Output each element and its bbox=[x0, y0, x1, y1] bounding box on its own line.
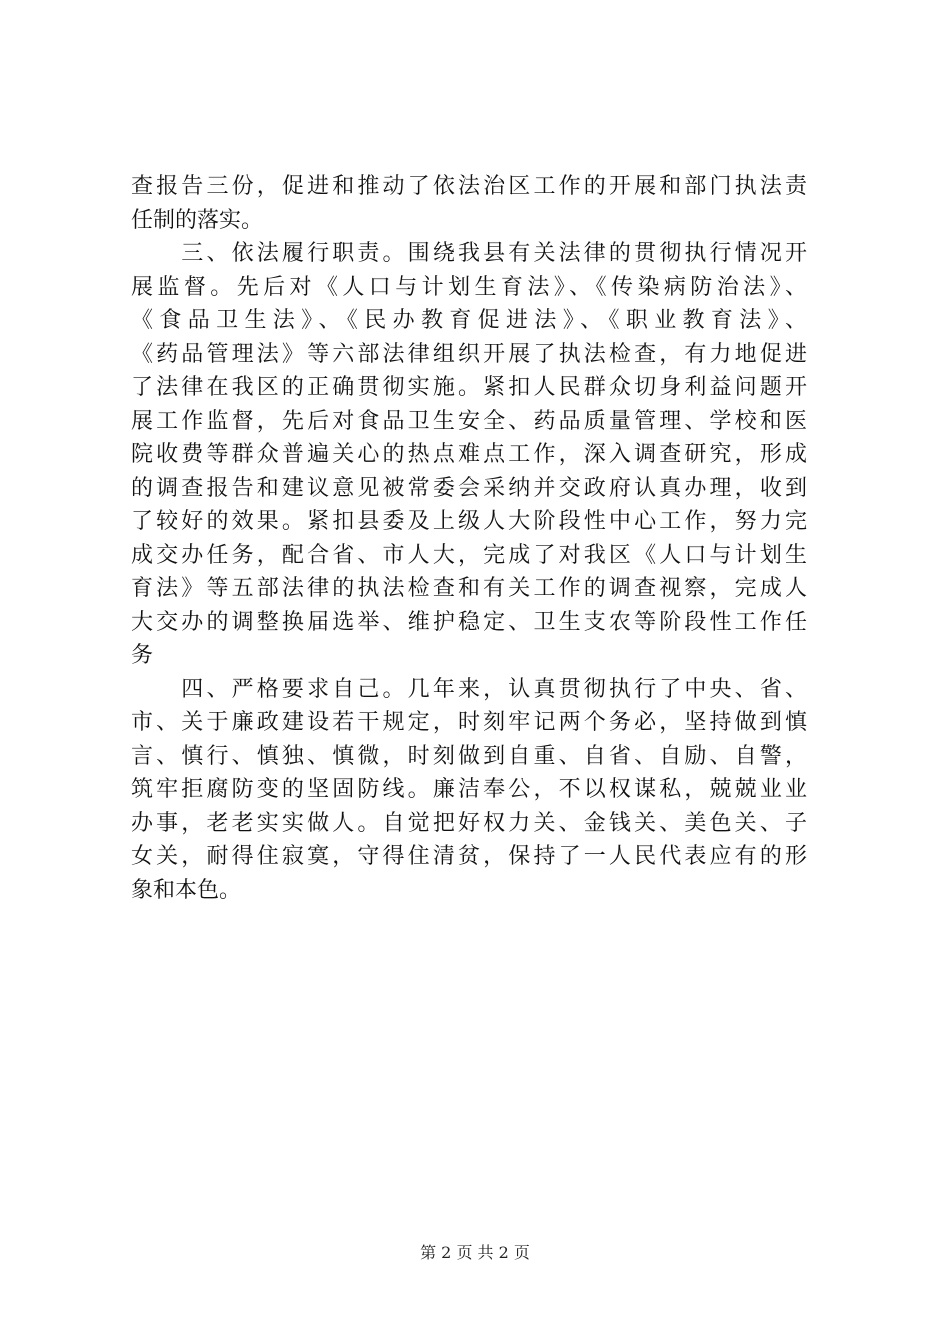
text-line-content: 三、依法履行职责。围绕我县有关法律的贯彻执行情况开 bbox=[131, 241, 807, 266]
text-line bbox=[131, 371, 821, 405]
text-line bbox=[131, 237, 821, 271]
text-line bbox=[131, 438, 821, 472]
text-line bbox=[131, 606, 821, 640]
text-line-content: 《药品管理法》等六部法律组织开展了执法检查，有力地促进 bbox=[131, 341, 807, 367]
text-line bbox=[131, 807, 821, 841]
text-line bbox=[131, 572, 821, 606]
text-line bbox=[131, 740, 821, 774]
text-line-content: 查报告三份，促进和推动了依法治区工作的开展和部门执法责 bbox=[131, 174, 807, 199]
text-line bbox=[131, 840, 821, 874]
text-line-content: 筑牢拒腐防变的坚固防线。廉洁奉公，不以权谋私，兢兢业业 bbox=[131, 777, 807, 802]
text-line-content: 了法律在我区的正确贯彻实施。紧扣人民群众切身利益问题开 bbox=[131, 375, 807, 400]
text-line bbox=[131, 773, 821, 807]
text-line bbox=[131, 204, 821, 238]
text-line-content: 育法》等五部法律的执法检查和有关工作的调查视察，完成人 bbox=[131, 576, 807, 601]
text-line-content: 展工作监督，先后对食品卫生安全、药品质量管理、学校和医 bbox=[131, 408, 807, 434]
text-line-content: 《食品卫生法》、《民办教育促进法》、《职业教育法》、 bbox=[131, 308, 807, 333]
text-line-content: 象和本色。 bbox=[131, 877, 242, 903]
text-line-content: 四、严格要求自己。几年来，认真贯彻执行了中央、省、 bbox=[131, 676, 807, 702]
text-line bbox=[131, 338, 821, 372]
text-line-content: 任制的落实。 bbox=[131, 207, 264, 233]
page-number-label: 第 2 页 共 2 页 bbox=[420, 1243, 530, 1262]
text-line bbox=[131, 706, 821, 740]
text-line-content: 办事，老老实实做人。自觉把好权力关、金钱关、美色关、子 bbox=[131, 810, 807, 836]
text-line-content: 成交办任务，配合省、市人大，完成了对我区《人口与计划生 bbox=[131, 542, 807, 568]
text-line bbox=[131, 472, 821, 506]
text-line-content: 了较好的效果。紧扣县委及上级人大阶段性中心工作，努力完 bbox=[131, 509, 807, 534]
text-line-content: 市、关于廉政建设若干规定，时刻牢记两个务必，坚持做到慎 bbox=[131, 710, 807, 735]
text-line-content: 女关，耐得住寂寞，守得住清贫，保持了一人民代表应有的形 bbox=[131, 844, 807, 869]
text-line bbox=[131, 405, 821, 439]
text-line-content: 言、慎行、慎独、慎微，时刻做到自重、自省、自励、自警， bbox=[131, 743, 807, 769]
body-text bbox=[131, 170, 821, 907]
text-line bbox=[131, 271, 821, 305]
text-line-content: 的调查报告和建议意见被常委会采纳并交政府认真办理，收到 bbox=[131, 475, 807, 501]
text-line bbox=[131, 673, 821, 707]
text-line-content: 大交办的调整换届选举、维护稳定、卫生支农等阶段性工作任 bbox=[131, 609, 807, 635]
text-line-content: 院收费等群众普遍关心的热点难点工作，深入调查研究，形成 bbox=[131, 442, 807, 467]
text-line bbox=[131, 539, 821, 573]
text-line bbox=[131, 304, 821, 338]
text-line-content: 展监督。先后对《人口与计划生育法》、《传染病防治法》、 bbox=[131, 274, 807, 300]
text-line bbox=[131, 639, 821, 673]
text-line bbox=[131, 505, 821, 539]
page-footer bbox=[0, 1243, 950, 1263]
text-line bbox=[131, 874, 821, 908]
text-line bbox=[131, 170, 821, 204]
text-line-content: 务 bbox=[131, 643, 154, 668]
